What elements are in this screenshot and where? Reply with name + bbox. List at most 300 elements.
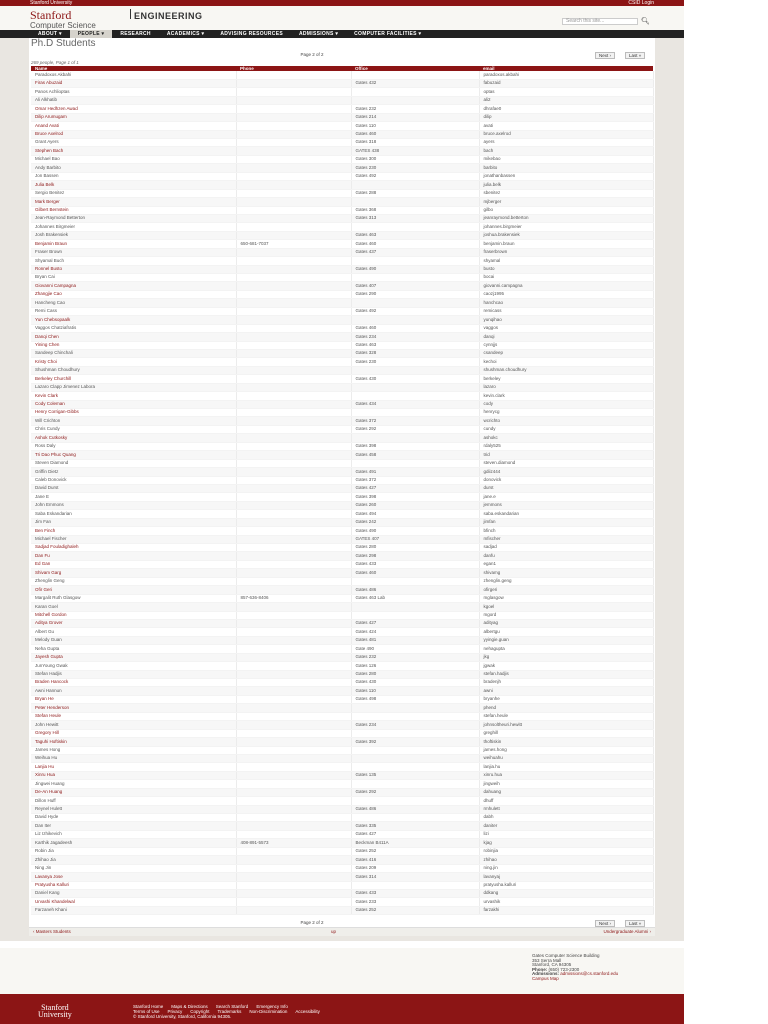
phone-cell (236, 122, 351, 130)
office-cell: Gates 492 (351, 307, 479, 315)
logo-divider (130, 9, 131, 19)
phone-cell (236, 214, 351, 222)
phone-cell (236, 830, 351, 838)
phone-cell (236, 898, 351, 906)
footer-link[interactable]: Accessibility (295, 1009, 320, 1014)
phone-cell (236, 493, 351, 501)
office-cell: Gates 300 (351, 155, 479, 163)
phone-cell (236, 695, 351, 703)
name-cell[interactable]: Yining Chen (31, 341, 236, 349)
phone-cell (236, 71, 351, 79)
name-cell[interactable]: Ben Finch (31, 527, 236, 535)
name-cell[interactable]: Cody Coleman (31, 400, 236, 408)
nav-item-6[interactable]: COMPUTER FACILITIES ▾ (354, 31, 422, 37)
name-cell[interactable]: Xinru Hua (31, 771, 236, 779)
name-cell: Margalit Ruth Glasgow (31, 594, 236, 602)
email-cell: lazaro (479, 383, 653, 391)
phone-cell (236, 476, 351, 484)
name-cell[interactable]: Shivam Garg (31, 569, 236, 577)
table-row (31, 88, 653, 96)
next-button-top[interactable]: Next › (595, 52, 615, 59)
name-cell: Stefan Hadjis (31, 670, 236, 678)
name-cell: Johannes Birgmeier (31, 223, 236, 231)
office-cell: Gates 233 (351, 898, 479, 906)
office-cell: Gates 490 (351, 527, 479, 535)
name-cell[interactable]: Ashok Cutkosky (31, 434, 236, 442)
table-row (31, 248, 653, 256)
name-cell: Paradoxos Akbahi (31, 71, 236, 79)
office-cell: Gates 492 (351, 172, 479, 180)
office-cell (351, 814, 479, 822)
name-cell[interactable]: Henry Corrigan-Gibbs (31, 409, 236, 417)
department-name[interactable]: Computer Science (30, 21, 96, 30)
name-cell: Ali Alkhatib (31, 96, 236, 104)
office-cell: Gates 481 (351, 636, 479, 644)
name-cell[interactable]: Peter Henderson (31, 704, 236, 712)
table-row (31, 181, 653, 189)
phone-cell (236, 113, 351, 121)
table-row (31, 231, 653, 239)
name-cell: Panos Achlioptas (31, 88, 236, 96)
office-cell (351, 797, 479, 805)
office-cell (351, 712, 479, 720)
name-cell[interactable]: Jayesh Gupta (31, 653, 236, 661)
name-cell[interactable]: Stefan Heule (31, 712, 236, 720)
name-cell: Karan Goel (31, 603, 236, 611)
table-row (31, 139, 653, 147)
email-cell: xinru.hua (479, 771, 653, 779)
office-cell: Gates 313 (351, 214, 479, 222)
table-row (31, 881, 653, 889)
office-cell: Gates 392 (351, 738, 479, 746)
office-cell: Gates 280 (351, 544, 479, 552)
table-row (31, 847, 653, 855)
name-cell[interactable]: Dilip Arumugam (31, 113, 236, 121)
email-cell: ali2 (479, 96, 653, 104)
office-cell: Gates 486 (351, 586, 479, 594)
name-cell: Remi Cass (31, 307, 236, 315)
footer-link[interactable]: Non-Discrimination (249, 1009, 288, 1014)
table-row (31, 307, 653, 315)
office-cell: Gates 260 (351, 501, 479, 509)
engineering-logo[interactable]: ENGINEERING (134, 11, 203, 21)
email-cell: ning.jin (479, 864, 653, 872)
name-cell[interactable]: Aditya Grover (31, 619, 236, 627)
email-cell: shivamg (479, 569, 653, 577)
search-input[interactable]: Search this site... (562, 18, 638, 25)
phone-cell (236, 797, 351, 805)
nav-item-3[interactable]: ACADEMICS ▾ (166, 31, 205, 37)
table-row (31, 459, 653, 467)
phone-cell (236, 788, 351, 796)
phone-cell (236, 577, 351, 585)
column-header-1[interactable]: Phone (236, 66, 351, 71)
phone-cell (236, 442, 351, 450)
email-cell: phend (479, 704, 653, 712)
table-row (31, 113, 653, 121)
column-header-2[interactable]: Office (351, 66, 479, 71)
email-cell: joshua.brakensiek (479, 231, 653, 239)
email-cell: pratyusha.kalluri (479, 881, 653, 889)
name-cell: Michael Fischer (31, 535, 236, 543)
email-cell: trid (479, 451, 653, 459)
name-cell: Jingwei Huang (31, 780, 236, 788)
email-cell: thoftiskin (479, 738, 653, 746)
main-nav (0, 30, 684, 38)
table-row (31, 889, 653, 897)
name-cell: Jon Bassen (31, 172, 236, 180)
phone-cell (236, 147, 351, 155)
email-cell: wcrichto (479, 417, 653, 425)
footer-link[interactable]: Stanford Home (133, 1004, 164, 1009)
name-cell[interactable]: Kristy Choi (31, 358, 236, 366)
email-cell: kjag (479, 839, 653, 847)
email-cell: mgord (479, 611, 653, 619)
table-row (31, 172, 653, 180)
email-cell: farzakhi (479, 906, 653, 914)
name-cell: David Durst (31, 484, 236, 492)
nav-item-2[interactable]: RESEARCH (120, 31, 151, 37)
email-cell: dilip (479, 113, 653, 121)
site-footer (0, 948, 684, 994)
name-cell[interactable]: Lavanya Jose (31, 873, 236, 881)
name-cell: Hancheng Cao (31, 299, 236, 307)
email-cell: fabuzaid (479, 79, 653, 87)
nav-item-5[interactable]: ADMISSIONS ▾ (298, 31, 339, 37)
office-cell: Gates 432 (351, 79, 479, 87)
email-cell: avati (479, 122, 653, 130)
email-cell: ayers (479, 139, 653, 147)
name-cell[interactable]: Berkeley Churchill (31, 375, 236, 383)
table-row (31, 839, 653, 847)
phone-cell (236, 484, 351, 492)
table-row (31, 704, 653, 712)
phone-cell (236, 409, 351, 417)
name-cell: Jean-Raymond Betterton (31, 214, 236, 222)
phone-cell (236, 96, 351, 104)
office-cell: Gates 463 (351, 231, 479, 239)
table-row (31, 198, 653, 206)
office-cell: Gates 460 (351, 130, 479, 138)
column-header-0[interactable]: Name (31, 66, 236, 71)
last-button-bottom[interactable]: Last » (625, 920, 645, 927)
office-cell: Gates 433 (351, 889, 479, 897)
email-cell: optas (479, 88, 653, 96)
name-cell[interactable]: Giovanni Campagna (31, 282, 236, 290)
last-button-top[interactable]: Last » (625, 52, 645, 59)
name-cell[interactable]: Bryan He (31, 695, 236, 703)
name-cell: Steven Diamond (31, 459, 236, 467)
name-cell: David Hyde (31, 814, 236, 822)
footer-link[interactable]: Copyright (190, 1009, 210, 1014)
phone-cell (236, 139, 351, 147)
office-cell: Gates 232 (351, 105, 479, 113)
phone-cell (236, 569, 351, 577)
name-cell: Neha Gupta (31, 645, 236, 653)
office-cell: Gates 230 (351, 164, 479, 172)
name-cell[interactable]: Dan Fu (31, 552, 236, 560)
name-cell[interactable]: Ronnel Busto (31, 265, 236, 273)
table-row (31, 619, 653, 627)
name-cell[interactable]: Yun Chebsopaalk (31, 316, 236, 324)
name-cell[interactable]: Bruce Axelrod (31, 130, 236, 138)
email-cell: csandeep (479, 349, 653, 357)
phone-cell (236, 805, 351, 813)
table-row (31, 679, 653, 687)
office-cell: Gates 234 (351, 333, 479, 341)
phone-cell (236, 324, 351, 332)
name-cell: Weihua Hu (31, 754, 236, 762)
table-row (31, 805, 653, 813)
name-cell[interactable]: Danqi Chen (31, 333, 236, 341)
name-cell[interactable]: Benjamin Braun (31, 240, 236, 248)
next-page-link[interactable]: Undergraduate Alumni › (603, 929, 651, 934)
table-row (31, 856, 653, 864)
office-cell: Gates 242 (351, 518, 479, 526)
phone-cell (236, 231, 351, 239)
phone-cell (236, 889, 351, 897)
table-row (31, 645, 653, 653)
office-cell (351, 409, 479, 417)
table-row (31, 341, 653, 349)
phone-cell (236, 535, 351, 543)
phone-cell (236, 307, 351, 315)
office-cell: Gates 407 (351, 282, 479, 290)
table-row (31, 451, 653, 459)
email-cell: danqi (479, 333, 653, 341)
office-cell: Gates 314 (351, 873, 479, 881)
name-cell[interactable]: Omar Hedhzen Awad (31, 105, 236, 113)
name-cell[interactable]: Zhangjie Cao (31, 290, 236, 298)
csid-login-link[interactable]: CSID Login (628, 0, 654, 6)
phone-cell (236, 738, 351, 746)
nav-item-0[interactable]: ABOUT ▾ (38, 31, 62, 37)
name-cell: Michael Bao (31, 155, 236, 163)
email-cell: egan1 (479, 560, 653, 568)
table-row (31, 383, 653, 391)
name-cell: Robin Jia (31, 847, 236, 855)
admissions-email-link[interactable]: admissions@cs.stanford.edu (560, 971, 619, 977)
result-count: 269 people, Page 1 of 1 (31, 60, 79, 65)
name-cell: Grant Ayers (31, 139, 236, 147)
footer-gap (0, 941, 684, 948)
name-cell[interactable]: Sadjad Fouladighaleh (31, 544, 236, 552)
table-row (31, 265, 653, 273)
email-cell: cynnjjs (479, 341, 653, 349)
office-cell: Gates 463 (351, 341, 479, 349)
email-cell: mjberger (479, 198, 653, 206)
office-cell (351, 274, 479, 282)
search-icon[interactable]: 🔍︎ (641, 18, 650, 25)
name-cell[interactable]: Gilbert Bernstein (31, 206, 236, 214)
campus-map-link[interactable]: Campus Map (532, 975, 559, 981)
name-cell[interactable]: Mark Berger (31, 198, 236, 206)
office-cell (351, 383, 479, 391)
office-cell: Gates 126 (351, 662, 479, 670)
email-cell: vaggos (479, 324, 653, 332)
table-row (31, 788, 653, 796)
office-cell: Gates 214 (351, 113, 479, 121)
table-row (31, 830, 653, 838)
phone-cell (236, 746, 351, 754)
name-cell[interactable]: Gregory Hill (31, 729, 236, 737)
email-cell: jimfan (479, 518, 653, 526)
table-row (31, 518, 653, 526)
phone-cell (236, 687, 351, 695)
email-cell: greghill (479, 729, 653, 737)
address-line: Stanford, CA 94305 (532, 962, 572, 968)
phone-label: Phone: (532, 966, 548, 972)
office-cell: Gates 292 (351, 425, 479, 433)
phone-cell (236, 316, 351, 324)
table-row (31, 535, 653, 543)
footer-link[interactable]: Search Stanford (215, 1004, 249, 1009)
logo-line: Stanford (41, 1003, 69, 1012)
email-cell: sbenitez (479, 189, 653, 197)
office-cell (351, 392, 479, 400)
phone-cell (236, 425, 351, 433)
office-cell: Gates 368 (351, 206, 479, 214)
office-cell: Gates 252 (351, 906, 479, 914)
email-cell: ofirgeri (479, 586, 653, 594)
office-cell: Gates 427 (351, 830, 479, 838)
nav-item-4[interactable]: ADVISING RESOURCES (220, 31, 283, 37)
office-cell: Gates 430 (351, 679, 479, 687)
email-cell: yunqihao (479, 316, 653, 324)
name-cell: Josh Brakensiek (31, 231, 236, 239)
table-row (31, 695, 653, 703)
email-cell: jgwak (479, 662, 653, 670)
name-cell[interactable]: Urvashi Khandelwal (31, 898, 236, 906)
pager-label-top: Page 2 of 2 (300, 52, 324, 57)
email-cell: johnsoltheuri.hewitt (479, 721, 653, 729)
name-cell[interactable]: Taguhi Hoftiskin (31, 738, 236, 746)
name-cell: Liz Izhikevich (31, 830, 236, 838)
email-cell: adityag (479, 619, 653, 627)
phone-cell (236, 552, 351, 560)
office-cell (351, 577, 479, 585)
name-cell[interactable]: Julia Belk (31, 181, 236, 189)
next-button-bottom[interactable]: Next › (595, 920, 615, 927)
table-row (31, 501, 653, 509)
footer-link[interactable]: Trademarks (217, 1009, 242, 1014)
email-cell: kgoel (479, 603, 653, 611)
office-cell (351, 754, 479, 762)
name-cell[interactable]: Mitchell Gordon (31, 611, 236, 619)
email-cell: weihuahu (479, 754, 653, 762)
table-row (31, 223, 653, 231)
name-cell[interactable]: Stephen Bach (31, 147, 236, 155)
email-cell: dahuang (479, 788, 653, 796)
main-content (29, 38, 655, 936)
email-cell: berkeley (479, 375, 653, 383)
name-cell[interactable]: Kevin Clark (31, 392, 236, 400)
phone-cell (236, 358, 351, 366)
table-row (31, 79, 653, 87)
name-cell[interactable]: De-An Huang (31, 788, 236, 796)
table-row (31, 282, 653, 290)
office-cell: GATES 438 (351, 147, 479, 155)
name-cell[interactable]: Firas Abuzaid (31, 79, 236, 87)
phone-cell (236, 518, 351, 526)
phone-cell (236, 274, 351, 282)
name-cell: Melody Guan (31, 636, 236, 644)
email-cell: shushman.choudhury (479, 366, 653, 374)
office-cell: Beckman B411A (351, 839, 479, 847)
phone-cell (236, 780, 351, 788)
up-link[interactable]: up (331, 929, 337, 934)
email-cell: lizi (479, 830, 653, 838)
name-cell: Fraser Brown (31, 248, 236, 256)
phone-cell (236, 206, 351, 214)
phone-cell (236, 130, 351, 138)
name-cell[interactable]: Anand Avati (31, 122, 236, 130)
office-cell (351, 611, 479, 619)
table-row (31, 771, 653, 779)
office-cell: Gates 430 (351, 375, 479, 383)
name-cell[interactable]: Ofir Geri (31, 586, 236, 594)
phone-cell (236, 679, 351, 687)
table-row (31, 189, 653, 197)
email-cell: durst (479, 484, 653, 492)
stanford-logo[interactable]: Stanford (30, 8, 72, 22)
email-cell: shyamal (479, 257, 653, 265)
table-row (31, 510, 653, 518)
email-cell: dhuff (479, 797, 653, 805)
email-cell: benjamin.braun (479, 240, 653, 248)
name-cell[interactable]: Tri Dao Phuc Quang (31, 451, 236, 459)
column-header-3[interactable]: email (479, 66, 653, 71)
phone-number: (650) 723-2300 (548, 966, 580, 972)
phone-cell (236, 628, 351, 636)
table-row (31, 468, 653, 476)
address-line: Gates Computer Science Building (532, 953, 600, 958)
email-cell: jemmons (479, 501, 653, 509)
stanford-university-link[interactable]: Stanford University (30, 0, 73, 6)
footer-link[interactable]: Maps & Directions (171, 1004, 208, 1009)
phone-cell (236, 434, 351, 442)
footer-link[interactable]: Terms of Use (133, 1009, 160, 1014)
office-cell: Gates 328 (351, 349, 479, 357)
office-cell: Gates 463 Lab (351, 594, 479, 602)
name-cell[interactable]: Ed Gan (31, 560, 236, 568)
prev-page-link[interactable]: ‹ Masters Students (33, 929, 71, 934)
email-cell: bradenjh (479, 679, 653, 687)
stanford-university-logo[interactable] (38, 1004, 72, 1018)
email-cell: lanjia.hu (479, 763, 653, 771)
name-cell[interactable]: Braden Hancock (31, 679, 236, 687)
table-row (31, 299, 653, 307)
footer-link[interactable]: Emergency Info (256, 1004, 288, 1009)
name-cell[interactable]: Lanjia Hu (31, 763, 236, 771)
nav-item-1[interactable]: PEOPLE ▾ (70, 30, 113, 38)
email-cell: dabh (479, 814, 653, 822)
phone-cell: 857-636-8406 (236, 594, 351, 602)
phone-cell (236, 290, 351, 298)
name-cell: Caleb Donovick (31, 476, 236, 484)
name-cell[interactable]: Pratyusha Kalluri (31, 881, 236, 889)
table-row (31, 164, 653, 172)
office-cell: Gates 318 (351, 139, 479, 147)
table-body (31, 71, 653, 915)
name-cell: Jane E (31, 493, 236, 501)
table-row (31, 754, 653, 762)
name-cell: Farzaneh Khani (31, 906, 236, 914)
footer-link[interactable]: Privacy (167, 1009, 183, 1014)
name-cell: Andy Barbito (31, 164, 236, 172)
office-cell: Gates 135 (351, 771, 479, 779)
phone-cell (236, 721, 351, 729)
